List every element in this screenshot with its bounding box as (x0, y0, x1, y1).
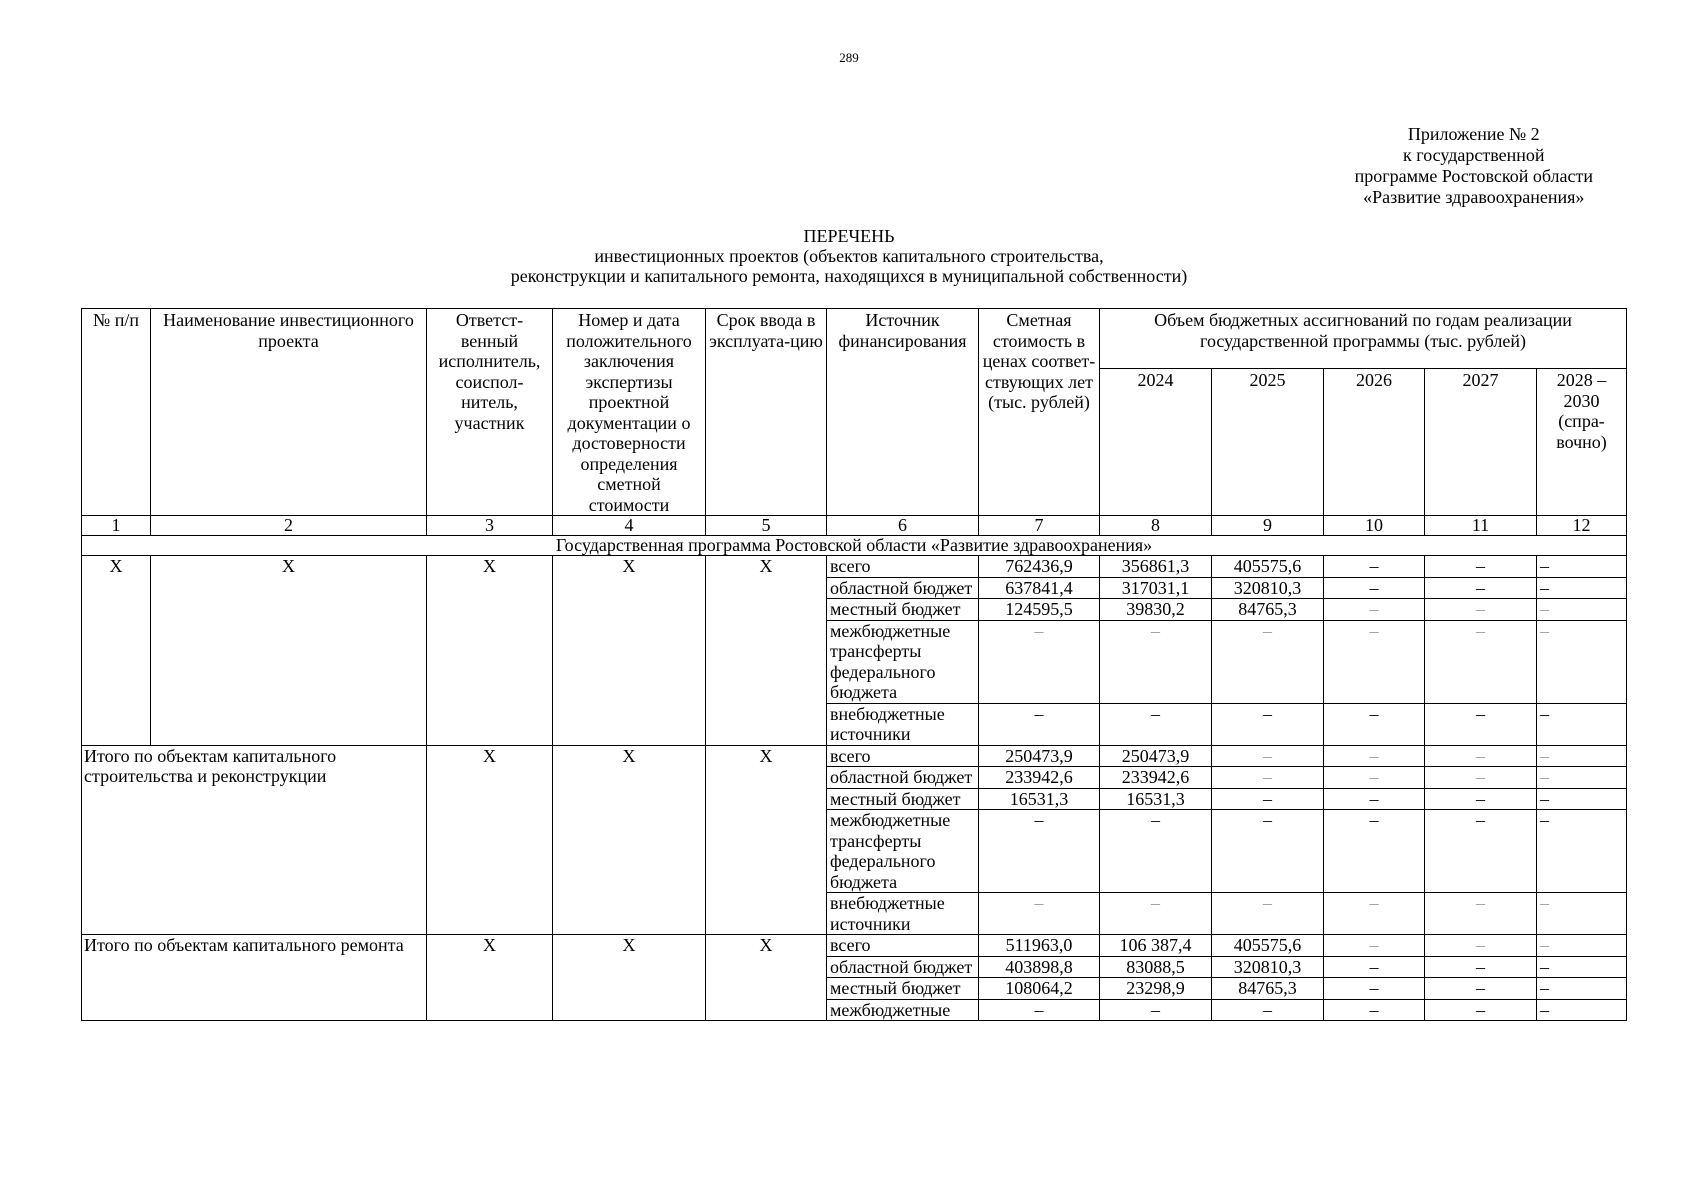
appendix-line: Приложение № 2 (1407, 124, 1540, 144)
header-year-2025: 2025 (1212, 369, 1324, 516)
cell-2028-2030: – (1537, 978, 1627, 1000)
cell-2026: – (1324, 956, 1425, 978)
cell-source: межбюджетные трансферты федерального бюджета (827, 620, 979, 703)
header-commissioning: Срок ввода в эксплуата-цию (706, 309, 827, 516)
cell-cost: – (979, 810, 1100, 893)
cell-expertise: X (553, 556, 706, 746)
cell-2025: 405575,6 (1212, 935, 1324, 957)
cell-2027: – (1425, 935, 1537, 957)
cell-2026: – (1324, 767, 1425, 789)
cell-2025: – (1212, 999, 1324, 1021)
cell-2028-2030: – (1537, 788, 1627, 810)
cell-source: местный бюджет (827, 599, 979, 621)
cell-2028-2030: – (1537, 556, 1627, 578)
cell-2028-2030: – (1537, 767, 1627, 789)
appendix-line: программе Ростовской области (1354, 166, 1593, 186)
cell-2026: – (1324, 978, 1425, 1000)
column-number: 5 (706, 516, 827, 536)
cell-2026: – (1324, 788, 1425, 810)
cell-2024: 356861,3 (1100, 556, 1212, 578)
cell-project-name: X (151, 556, 427, 746)
column-number: 10 (1324, 516, 1425, 536)
cell-subtotal-construction: Итого по объектам капитального строительства и реконструкции (82, 745, 427, 935)
cell-cost: 108064,2 (979, 978, 1100, 1000)
column-number: 7 (979, 516, 1100, 536)
cell-cost: 403898,8 (979, 956, 1100, 978)
cell-source: областной бюджет (827, 956, 979, 978)
cell-2028-2030: – (1537, 599, 1627, 621)
cell-source: всего (827, 745, 979, 767)
cell-2027: – (1425, 893, 1537, 935)
column-number: 4 (553, 516, 706, 536)
header-year-2024: 2024 (1100, 369, 1212, 516)
cell-2026: – (1324, 556, 1425, 578)
page-number: 289 (839, 50, 859, 65)
cell-2025: 320810,3 (1212, 956, 1324, 978)
cell-2025: – (1212, 620, 1324, 703)
cell-2025: – (1212, 788, 1324, 810)
cell-number: X (82, 556, 151, 746)
cell-2024: – (1100, 810, 1212, 893)
column-number: 6 (827, 516, 979, 536)
document-title (0, 226, 1698, 286)
column-number: 9 (1212, 516, 1324, 536)
column-number: 8 (1100, 516, 1212, 536)
cell-2024: – (1100, 703, 1212, 745)
cell-2025: – (1212, 703, 1324, 745)
cell-2027: – (1425, 620, 1537, 703)
cell-2028-2030: – (1537, 999, 1627, 1021)
column-number: 2 (151, 516, 427, 536)
cell-2024: – (1100, 893, 1212, 935)
cell-2026: – (1324, 999, 1425, 1021)
cell-responsible: X (427, 745, 553, 935)
table-row (82, 556, 1627, 578)
cell-source: внебюджетные источники (827, 893, 979, 935)
cell-cost: – (979, 703, 1100, 745)
cell-source: местный бюджет (827, 788, 979, 810)
header-number: № п/п (82, 309, 151, 516)
cell-cost: – (979, 999, 1100, 1021)
cell-2027: – (1425, 577, 1537, 599)
cell-2025: 320810,3 (1212, 577, 1324, 599)
cell-2025: – (1212, 810, 1324, 893)
cell-2026: – (1324, 577, 1425, 599)
cell-cost: 233942,6 (979, 767, 1100, 789)
cell-cost: 511963,0 (979, 935, 1100, 957)
cell-2027: – (1425, 745, 1537, 767)
header-project-name: Наименование инвестиционного проекта (151, 309, 427, 516)
cell-2028-2030: – (1537, 703, 1627, 745)
cell-2024: 23298,9 (1100, 978, 1212, 1000)
header-year-2026: 2026 (1324, 369, 1425, 516)
cell-2026: – (1324, 703, 1425, 745)
cell-2027: – (1425, 599, 1537, 621)
cell-2024: – (1100, 620, 1212, 703)
cell-source: межбюджетные трансферты федерального бюджета (827, 810, 979, 893)
cell-cost: – (979, 893, 1100, 935)
cell-2026: – (1324, 935, 1425, 957)
column-number: 12 (1537, 516, 1627, 536)
header-estimated-cost: Сметная стоимость в ценах соответ-ствующих лет (тыс. рублей) (979, 309, 1100, 516)
cell-cost: 762436,9 (979, 556, 1100, 578)
cell-2028-2030: – (1537, 620, 1627, 703)
cell-2025: – (1212, 767, 1324, 789)
header-row (82, 309, 1627, 369)
cell-2025: 84765,3 (1212, 599, 1324, 621)
cell-2024: 317031,1 (1100, 577, 1212, 599)
column-numbers-row (82, 516, 1627, 536)
cell-2026: – (1324, 620, 1425, 703)
cell-2028-2030: – (1537, 810, 1627, 893)
title-line: инвестиционных проектов (объектов капитального строительства, (594, 246, 1104, 266)
cell-2025: 405575,6 (1212, 556, 1324, 578)
table-row (82, 745, 1627, 767)
cell-cost: 637841,4 (979, 577, 1100, 599)
cell-responsible: X (427, 556, 553, 746)
cell-source: областной бюджет (827, 577, 979, 599)
column-number: 1 (82, 516, 151, 536)
investment-projects-table (81, 308, 1627, 1021)
cell-2027: – (1425, 788, 1537, 810)
cell-2024: 106 387,4 (1100, 935, 1212, 957)
cell-2027: – (1425, 956, 1537, 978)
cell-2026: – (1324, 745, 1425, 767)
cell-source: всего (827, 935, 979, 957)
cell-2026: – (1324, 810, 1425, 893)
cell-subtotal-repair: Итого по объектам капитального ремонта (82, 935, 427, 1021)
cell-2028-2030: – (1537, 893, 1627, 935)
cell-source: межбюджетные (827, 999, 979, 1021)
appendix-note (1355, 124, 1593, 208)
cell-2024: 16531,3 (1100, 788, 1212, 810)
cell-2024: 250473,9 (1100, 745, 1212, 767)
cell-source: внебюджетные источники (827, 703, 979, 745)
cell-2025: 84765,3 (1212, 978, 1324, 1000)
cell-2025: – (1212, 893, 1324, 935)
cell-commissioning: X (706, 556, 827, 746)
header-year-2027: 2027 (1425, 369, 1537, 516)
cell-2027: – (1425, 703, 1537, 745)
cell-2028-2030: – (1537, 956, 1627, 978)
cell-2028-2030: – (1537, 577, 1627, 599)
cell-cost: 250473,9 (979, 745, 1100, 767)
cell-source: областной бюджет (827, 767, 979, 789)
header-funding-source: Источник финансирования (827, 309, 979, 516)
column-number: 11 (1425, 516, 1537, 536)
cell-responsible: X (427, 935, 553, 1021)
cell-2024: 39830,2 (1100, 599, 1212, 621)
cell-cost: 16531,3 (979, 788, 1100, 810)
cell-2027: – (1425, 999, 1537, 1021)
appendix-line: «Развитие здравоохранения» (1363, 187, 1585, 207)
cell-2028-2030: – (1537, 745, 1627, 767)
cell-expertise: X (553, 745, 706, 935)
program-row (82, 536, 1627, 556)
program-title: Государственная программа Ростовской области «Развитие здравоохранения» (82, 536, 1627, 556)
cell-2025: – (1212, 745, 1324, 767)
header-budget-group: Объем бюджетных ассигнований по годам реализации государственной программы (тыс. рублей) (1100, 309, 1627, 369)
cell-2026: – (1324, 599, 1425, 621)
cell-2027: – (1425, 767, 1537, 789)
header-year-2028-2030: 2028 – 2030 (спра-вочно) (1537, 369, 1627, 516)
title-line: ПЕРЕЧЕНЬ (803, 226, 895, 246)
cell-commissioning: X (706, 745, 827, 935)
appendix-line: к государственной (1403, 145, 1545, 165)
title-line: реконструкции и капитального ремонта, находящихся в муниципальной собственности) (510, 266, 1188, 286)
cell-2027: – (1425, 556, 1537, 578)
cell-source: местный бюджет (827, 978, 979, 1000)
cell-2027: – (1425, 810, 1537, 893)
cell-cost: – (979, 620, 1100, 703)
cell-2024: 83088,5 (1100, 956, 1212, 978)
table-row (82, 935, 1627, 957)
cell-2024: 233942,6 (1100, 767, 1212, 789)
cell-2026: – (1324, 893, 1425, 935)
header-expertise: Номер и дата положительного заключения экспертизы проектной документации о достоверности определения сметной стоимости (553, 309, 706, 516)
cell-2028-2030: – (1537, 935, 1627, 957)
cell-commissioning: X (706, 935, 827, 1021)
cell-source: всего (827, 556, 979, 578)
cell-2024: – (1100, 999, 1212, 1021)
column-number: 3 (427, 516, 553, 536)
header-responsible: Ответст-венный исполнитель, соиспол-нитель, участник (427, 309, 553, 516)
cell-2027: – (1425, 978, 1537, 1000)
cell-cost: 124595,5 (979, 599, 1100, 621)
cell-expertise: X (553, 935, 706, 1021)
